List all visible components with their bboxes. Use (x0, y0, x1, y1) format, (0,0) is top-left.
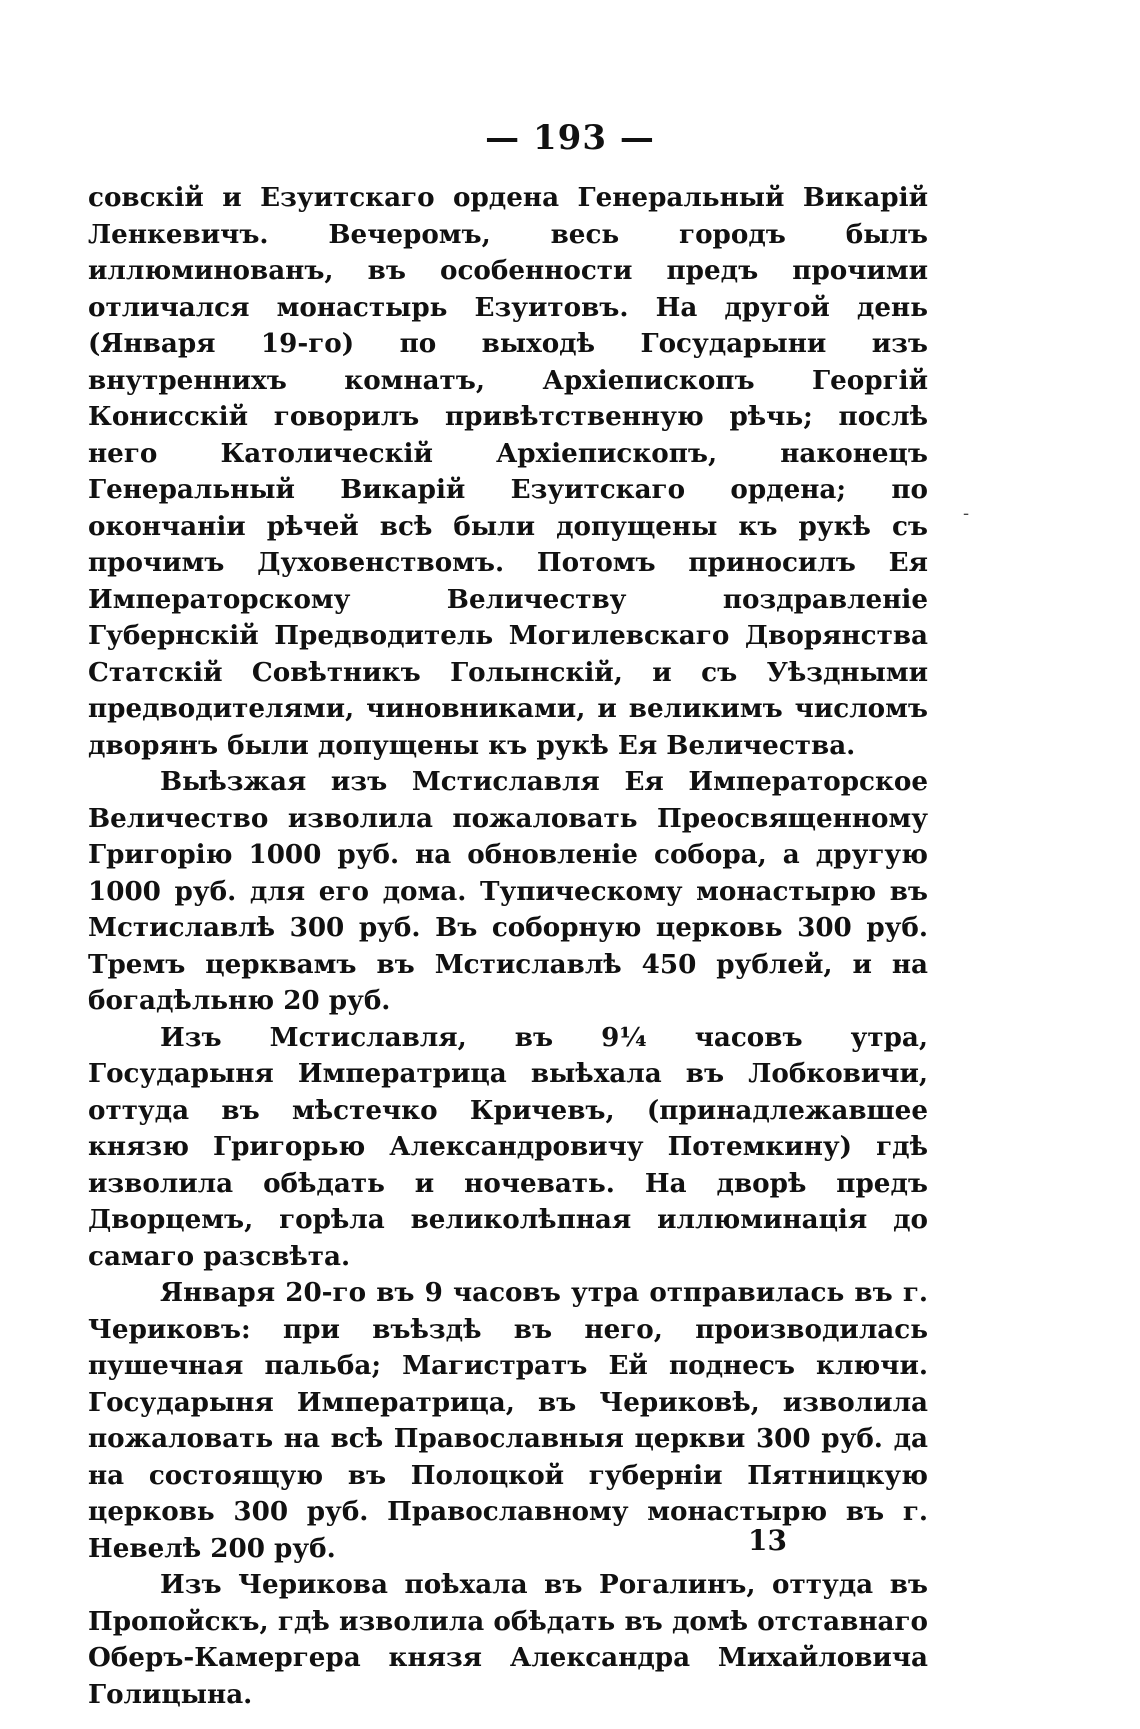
body-text (88, 180, 928, 1713)
paragraph-5: Изъ Черикова поѣхала въ Рогалинъ, оттуда въ Пропойскъ, гдѣ изволила обѣдать въ домѣ отставнаго Оберъ-Камергера князя Александра Михайловича Голицына. (88, 1569, 928, 1710)
paragraph-2: Выѣзжая изъ Мстиславля Ея Императорское Величество изволила пожаловать Преосвященному Григорію 1000 руб. на обновленіе собора, а другую 1000 руб. для его дома. Тупическому монастырю въ Мстиславлѣ 300 руб. Въ соборную церковь 300 руб. Тремъ церквамъ въ Мстиславлѣ 450 рублей, и на богадѣльню 20 руб. (88, 766, 928, 1016)
margin-mark: - (963, 503, 970, 524)
paragraph-3: Изъ Мстиславля, въ 9¼ часовъ утра, Государыня Императрица выѣхала въ Лобковичи, оттуда въ мѣстечко Кричевъ, (принадлежавшее князю Григорью Александровичу Потемкину) гдѣ изволила обѣдать и ночевать. На дворѣ предъ Дворцемъ, горѣла великолѣпная иллюминація до самаго разсвѣта. (88, 1021, 928, 1272)
paragraph-4: Января 20-го въ 9 часовъ утра отправилась въ г. Чериковъ: при въѣздѣ въ него, производилась пушечная пальба; Магистратъ Ей поднесъ ключи. Государыня Императрица, въ Чериковѣ, изволила пожаловать на всѣ Православныя церкви 300 руб. да на состоящую въ Полоцкой губерніи Пятницкую церковь 300 руб. Православному монастырю въ г. Невелѣ 200 руб. (88, 1277, 928, 1564)
paragraph-1: совскій и Езуитскаго ордена Генеральный Викарій Ленкевичъ. Вечеромъ, весь городъ былъ иллюминованъ, въ особенности предъ прочими отличался монастырь Езуитовъ. На другой день (Января 19-го) по выходѣ Государыни изъ внутреннихъ комнатъ, Архіепископъ Георгій Конисскій говорилъ привѣтственную рѣчь; послѣ него Католическій Архіепископъ, наконецъ Генеральный Викарій Езуитскаго ордена; по окончаніи рѣчей всѣ были допущены къ рукѣ съ прочимъ Духовенствомъ. Потомъ приносилъ Ея Императорскому Величеству поздравленіе Губернскій Предводитель Могилевскаго Дворянства Статскій Совѣтникъ Голынскій, и съ Уѣздными предводителями, чиновниками, и великимъ числомъ дворянъ были допущены къ рукѣ Ея Величества. (88, 182, 928, 761)
page-number-header: — 193 — (485, 118, 655, 158)
signature-mark: 13 (748, 1524, 787, 1557)
